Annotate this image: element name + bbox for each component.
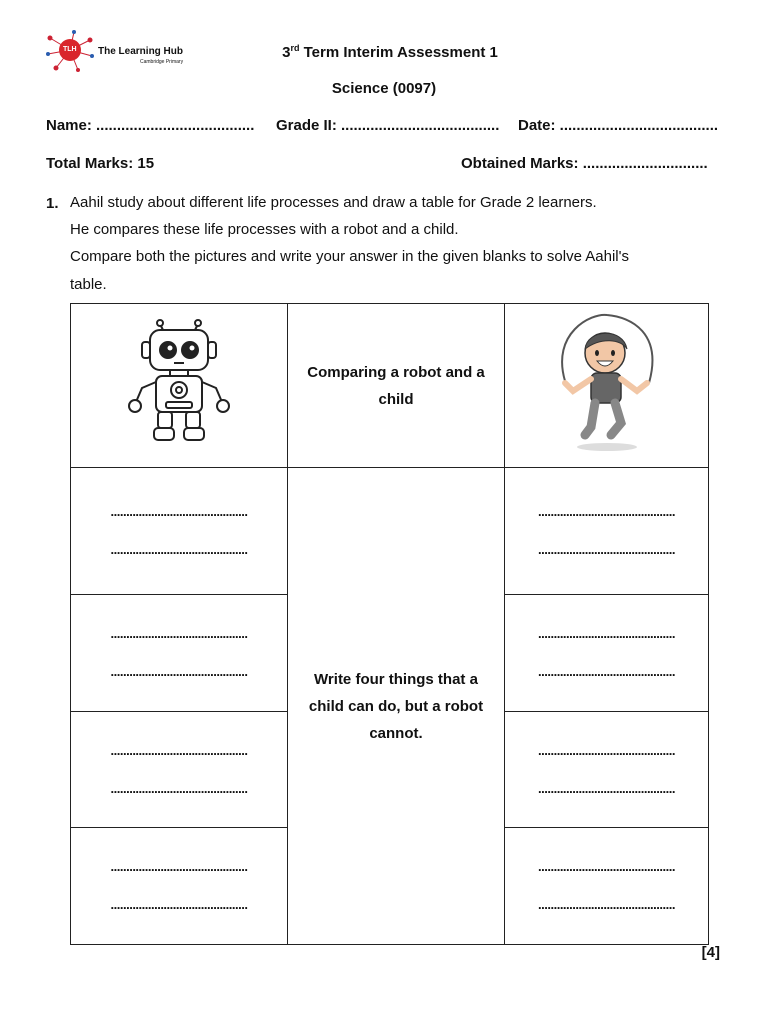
question-line: Aahil study about different life processes and draw a table for Grade 2 learners. <box>70 194 597 211</box>
robot-answer-cell[interactable] <box>71 828 288 945</box>
answer-blank[interactable]: ............................................ <box>538 626 675 641</box>
child-answer-cell[interactable] <box>505 468 709 595</box>
marks-label: [4] <box>701 944 720 961</box>
answer-blank[interactable]: ............................................ <box>538 504 675 519</box>
header-center-cell <box>288 304 505 468</box>
name-field[interactable]: Name: ...................................... <box>46 117 255 134</box>
logo-tagline: Cambridge Primary <box>140 59 184 65</box>
logo-badge: TLH <box>63 46 77 53</box>
answer-blank[interactable]: ............................................ <box>538 780 675 796</box>
robot-illustration-icon <box>124 318 234 448</box>
answer-blank[interactable]: ............................................ <box>110 626 248 641</box>
answer-blank[interactable]: ............................................ <box>110 742 248 758</box>
comparison-heading: Comparing a robot and a child <box>307 363 485 408</box>
answer-blank[interactable]: ............................................ <box>538 542 675 557</box>
answer-blank[interactable]: ............................................ <box>538 664 675 679</box>
child-answer-cell[interactable] <box>505 595 709 712</box>
question-line: table. <box>70 276 107 293</box>
question-line: He compares these life processes with a robot and a child. <box>70 221 459 238</box>
child-jumping-rope-illustration-icon <box>551 313 663 453</box>
answer-blank[interactable]: ............................................ <box>538 859 675 874</box>
grade-field[interactable]: Grade II: ...................................... <box>276 117 500 134</box>
answer-blank[interactable]: ............................................ <box>538 742 675 758</box>
child-answer-cell[interactable] <box>505 828 709 945</box>
answer-blank[interactable]: ............................................ <box>110 780 248 796</box>
robot-answer-cell[interactable] <box>71 595 288 712</box>
child-picture-cell <box>505 304 709 468</box>
answer-blank[interactable]: ............................................ <box>110 859 248 874</box>
robot-picture-cell <box>71 304 288 468</box>
answer-blank[interactable]: ............................................ <box>538 897 675 912</box>
robot-answer-cell[interactable] <box>71 712 288 828</box>
question-number: 1. <box>46 195 59 212</box>
answer-blank[interactable]: ............................................ <box>110 504 248 519</box>
comparison-table <box>70 303 709 945</box>
instruction-cell <box>288 468 505 945</box>
obtained-marks-field[interactable]: Obtained Marks: .............................. <box>461 155 708 172</box>
answer-blank[interactable]: ............................................ <box>110 542 248 557</box>
subject-title: Science (0097) <box>331 80 437 97</box>
page-title: 3rd Term Interim Assessment 1 <box>282 43 498 61</box>
question-line: Compare both the pictures and write your answer in the given blanks to solve Aahil's <box>70 248 629 265</box>
answer-blank[interactable]: ............................................ <box>110 897 248 912</box>
robot-answer-cell[interactable] <box>71 468 288 595</box>
date-field[interactable]: Date: ...................................... <box>518 117 719 134</box>
child-answer-cell[interactable] <box>505 712 709 828</box>
answer-blank[interactable]: ............................................ <box>110 664 248 679</box>
instruction-text: Write four things that a child can do, but a robot cannot. <box>308 670 484 742</box>
logo-name: The Learning Hub <box>98 46 183 57</box>
total-marks: Total Marks: 15 <box>46 155 155 172</box>
